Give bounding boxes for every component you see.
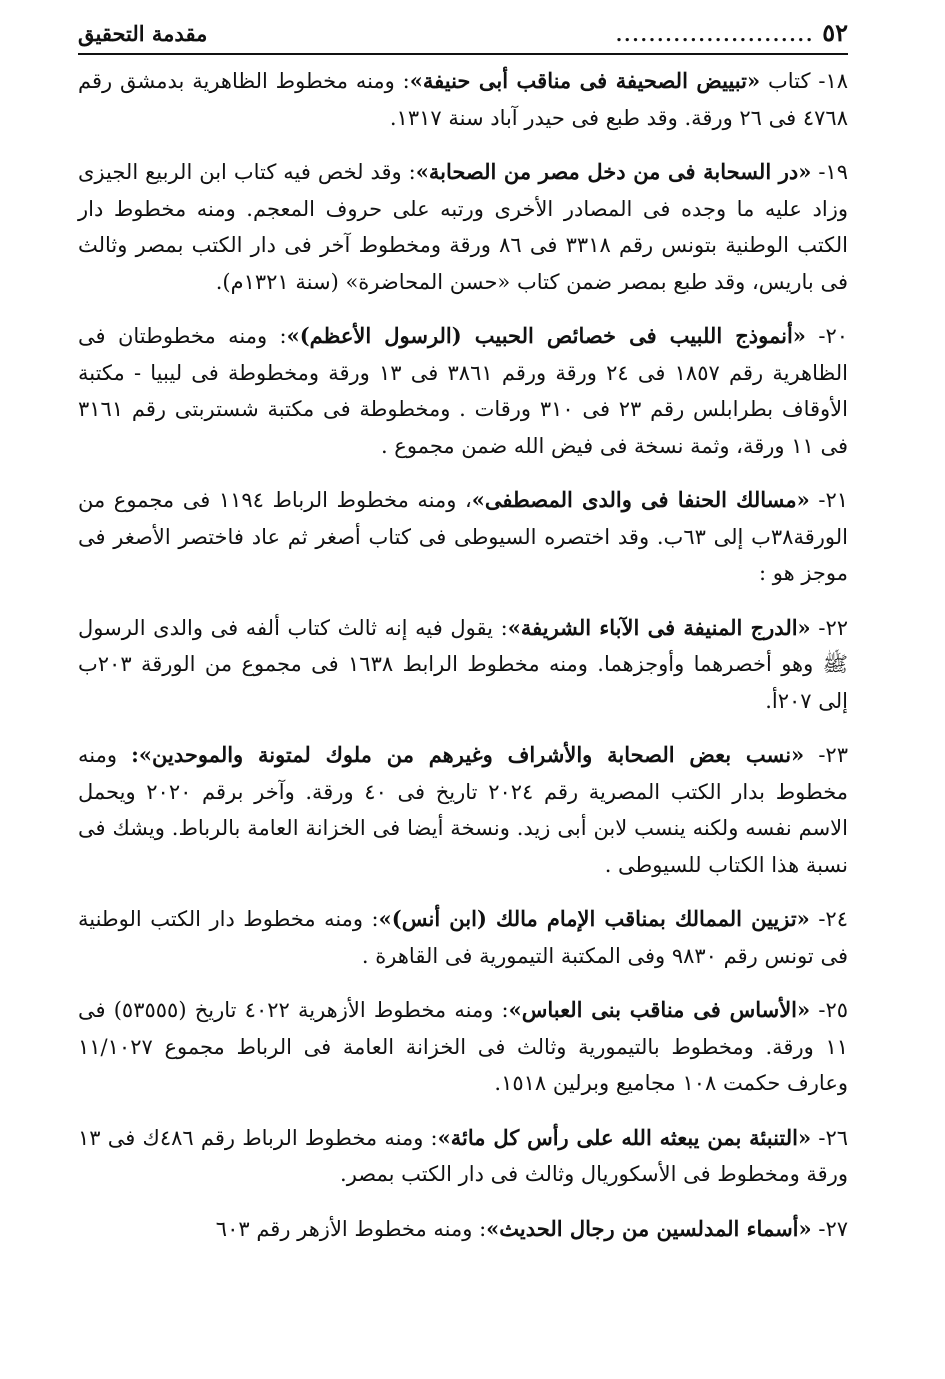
entry-25 xyxy=(78,992,848,1102)
entry-19 xyxy=(78,154,848,300)
entry-22 xyxy=(78,610,848,720)
page-number: ٥٢ xyxy=(822,18,848,47)
entry-title: «در السحابة فى من دخل مصر من الصحابة» xyxy=(415,159,812,184)
entry-body: : ومنه مخطوطتان فى الظاهرية رقم ١٨٥٧ فى ٢٤ ورقة ورقم ٣٨٦١ فى ١٣ ورقة ومخطوطة فى ليبيا - مكتبة الأوقاف بطرابلس رقم ٢٣ فى ٣١٠ ورقات . ومخطوطة فى مكتبة شستربتى رقم ٣١٦١ فى ١١ ورقة، وثمة نسخة فى فيض الله ضمن مجموع . xyxy=(78,324,848,458)
entry-intro: كتاب xyxy=(760,69,811,93)
entry-body: : ومنه مخطوط دار الكتب الوطنية فى تونس رقم ٩٨٣٠ وفى المكتبة التيمورية فى القاهرة . xyxy=(78,907,848,968)
entry-20 xyxy=(78,318,848,464)
entry-21 xyxy=(78,482,848,592)
entry-title: «الأساس فى مناقب بنى العباس» xyxy=(508,997,811,1022)
entry-body: : وقد لخص فيه كتاب ابن الربيع الجيزى وزاد عليه ما وجده فى المصادر الأخرى ورتبه على حروف المعجم. ومنه مخطوط دار الكتب الوطنية بتونس رقم ٣٣١٨ فى ٨٦ ورقة ومخطوط آخر فى دار الكتب بمصر وثالث فى باريس، وقد طبع بمصر ضمن كتاب «حسن المحاضرة» (سنة ١٣٢١م). xyxy=(78,160,848,294)
document-page xyxy=(78,18,848,1265)
entry-18 xyxy=(78,63,848,136)
entry-title: «التنبئة بمن يبعثه الله على رأس كل مائة» xyxy=(437,1124,812,1150)
entry-body: : ومنه مخطوط الرباط رقم ٤٨٦ك فى ١٣ ورقة ومخطوط فى الأسكوريال وثالث فى دار الكتب بمصر. xyxy=(78,1125,848,1186)
entry-body: : ومنه مخطوط الأزهرية ٤٠٢٢ تاريخ (٥٣٥٥٥) فى ١١ ورقة. ومخطوط بالتيمورية وثالث فى الخزانة العامة فى الرباط مجموع ١١/١٠٢٧ وعارف حكمت ١٠٨ مجاميع وبرلين ١٥١٨. xyxy=(78,998,848,1095)
entry-title: «نسب بعض الصحابة والأشراف وغيرهم من ملوك لمتونة والموحدين»: xyxy=(131,742,805,767)
entry-body: : ومنه مخطوط الظاهرية بدمشق رقم ٤٧٦٨ فى ٢٦ ورقة. وقد طبع فى حيدر آباد سنة ١٣١٧. xyxy=(78,69,848,130)
entry-number: ٢١- xyxy=(818,488,848,512)
entry-number: ٢٧- xyxy=(818,1216,848,1241)
header-leader-dots: ........................ xyxy=(615,25,815,46)
entry-title: «مسالك الحنفا فى والدى المصطفى» xyxy=(471,487,810,512)
entry-title: «تبييض الصحيفة فى مناقب أبى حنيفة» xyxy=(409,68,761,93)
running-title: مقدمة التحقيق xyxy=(78,21,208,46)
entry-26 xyxy=(78,1120,848,1193)
entry-23 xyxy=(78,737,848,883)
entry-body: ، ومنه مخطوط الرباط ١١٩٤ فى مجموع من الورقة٣٨ب إلى ٦٣ب. وقد اختصره السيوطى فى كتاب أصغر ثم عاد فاختصر الأصغر فى موجز هو : xyxy=(78,488,848,585)
entry-title: «أسماء المدلسين من رجال الحديث» xyxy=(486,1215,812,1241)
entry-body: ومنه مخطوط بدار الكتب المصرية رقم ٢٠٢٤ تاريخ فى ٤٠ ورقة. وآخر برقم ٢٠٢٠ ويحمل الاسم نفسه ولكنه ينسب لابن أبى زيد. ونسخة أيضا فى الخزانة العامة بالرباط. ويشك فى نسبة هذا الكتاب للسيوطى . xyxy=(78,743,848,877)
entry-number: ١٩- xyxy=(818,160,848,184)
entry-body: : يقول فيه إنه ثالث كتاب ألفه فى والدى الرسول ﷺ وهو أخصرهما وأوجزهما. ومنه مخطوط الرابط ١٦٣٨ فى مجموع من الورقة ٢٠٣ب إلى ٢٠٧أ. xyxy=(78,615,849,713)
entry-number: ١٨- xyxy=(818,69,848,93)
entry-24 xyxy=(78,901,848,974)
entries-list xyxy=(78,63,848,1247)
entry-number: ٢٤- xyxy=(818,907,848,931)
entry-number: ٢٠- xyxy=(818,324,848,348)
entry-27 xyxy=(78,1211,848,1248)
entry-title: «الدرج المنيفة فى الآباء الشريفة» xyxy=(507,614,811,640)
entry-number: ٢٣- xyxy=(818,743,848,767)
entry-title: «تزيين الممالك بمناقب الإمام مالك (ابن أنس)» xyxy=(378,906,810,931)
entry-title: «أنموذج اللبيب فى خصائص الحبيب (الرسول الأعظم)» xyxy=(286,323,806,348)
entry-number: ٢٦- xyxy=(818,1125,848,1150)
entry-number: ٢٢- xyxy=(818,615,848,640)
entry-body: : ومنه مخطوط الأزهر رقم ٦٠٣ xyxy=(215,1216,487,1241)
entry-number: ٢٥- xyxy=(818,998,849,1022)
page-header xyxy=(78,18,848,55)
